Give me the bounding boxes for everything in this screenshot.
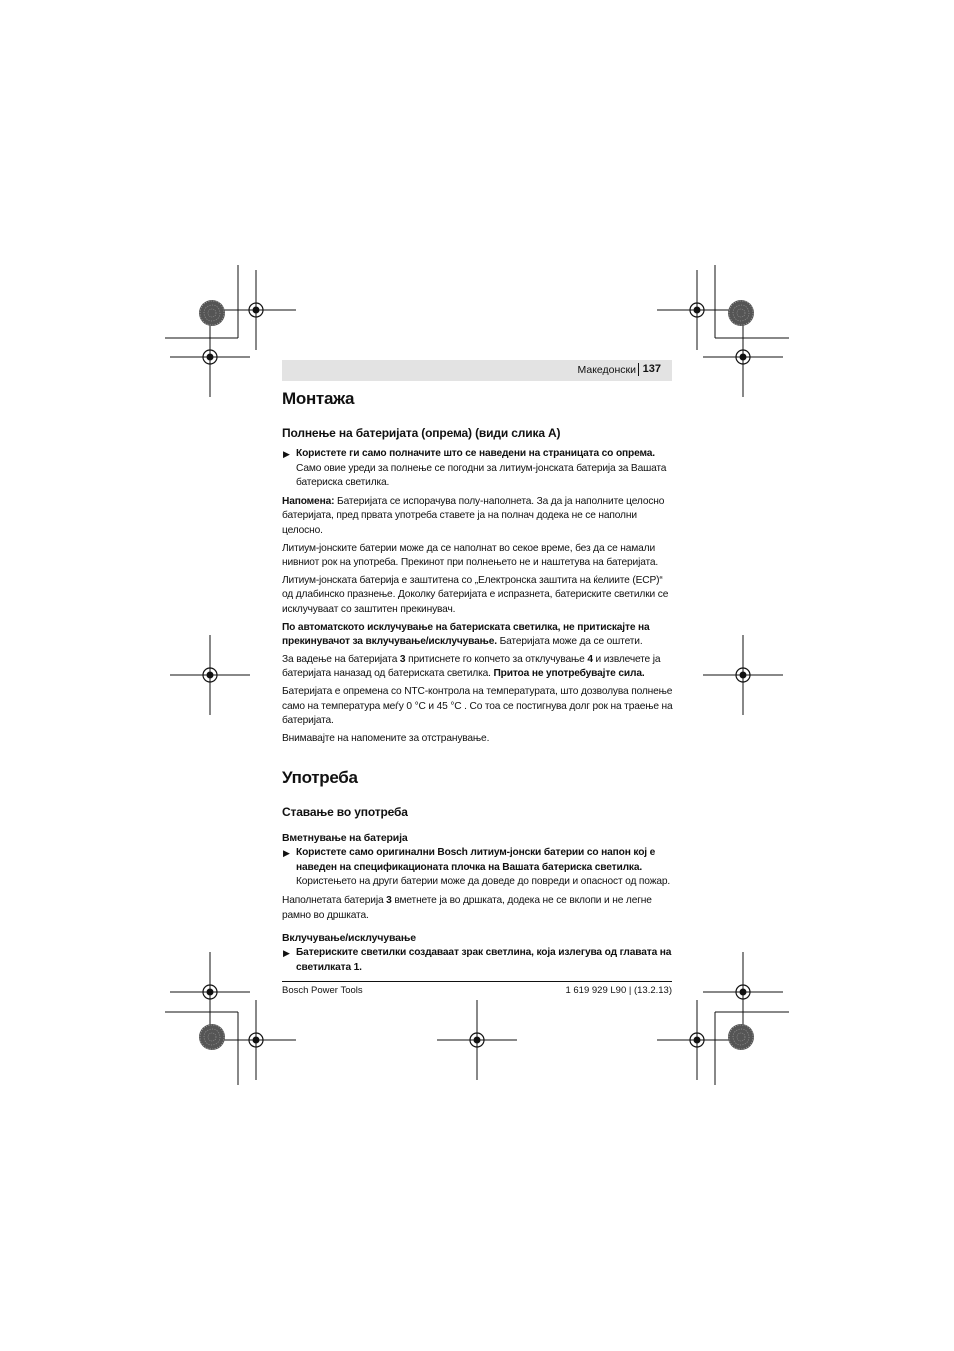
bullet-bold: Батериските светилки создаваат зрак светлина, која излегува од главата на светилката 1. (296, 947, 672, 973)
auto-off-text: Батеријата може да се оштети. (499, 636, 643, 648)
footer-brand: Bosch Power Tools (282, 985, 363, 996)
section-title-montazha: Монтажа (282, 389, 355, 408)
paragraph-ecp: Литиум-јонската батерија е заштитена со „Електронска заштита на ќелиите (ECP)“ од длабинско празнење. Доколку батеријата е испразнета, батериските светилки се исклучуваат со заштитен прекинувач. (282, 574, 669, 615)
insert-text-b: вметнете ја во дршката, додека не се вклопи и не легне рамно во дршката. (282, 895, 652, 921)
header-separator (638, 363, 639, 376)
bullet-light-beam (282, 946, 674, 975)
bullet-text: Само овие уреди за полнење се погодни за литиум-јонската батерија за Вашата батериска светилка. (296, 462, 667, 489)
paragraph-auto-off (282, 621, 674, 650)
ref-number: 4 (587, 653, 593, 665)
note-label: Напомена: (282, 495, 335, 507)
paragraph-insert (282, 894, 674, 923)
bullet-text: Користењето на други батерии може да доведе до повреди и опасност од пожар. (296, 876, 671, 888)
ref-number: 3 (399, 653, 406, 665)
footer-doc-number: 1 619 929 L90 | (13.2.13) (565, 985, 672, 996)
auto-off-bold: По автоматското исклучување на батериската светилка, не притискајте на прекинувачот за вклучување/исклучување. (282, 621, 650, 648)
ref-number: 3 (386, 895, 392, 907)
bullet-charger-warning (282, 447, 674, 491)
insert-text-a: Наполнетата батерија (282, 895, 387, 907)
bullet-original-batteries (282, 846, 674, 890)
subheading-insert-battery: Вметнување на батерија (282, 832, 408, 845)
paragraph-removal (282, 653, 674, 682)
paragraph-li-ion: Литиум-јонските батерии може да се наполнат во секое време, без да се намали нивниот рок на употреба. Прекинот при полнењето не и наштетува на батеријата. (282, 542, 659, 569)
page-number: 137 (642, 363, 661, 375)
bullet-bold: Користете ги само полначите што се наведени на страницата со опрема. (296, 448, 655, 459)
section-title-upotreba: Употреба (282, 768, 358, 788)
subsection-title-charging: Полнење на батеријата (опрема) (види слика A) (282, 426, 561, 440)
page-header (282, 360, 672, 381)
triangle-bullet-icon: ▶ (283, 948, 290, 959)
paragraph-ntc: Батеријата е опремена со NTC-контрола на температурата, што дозволува полнење само на температура меѓу 0 °C и 45 °C . Со тоа се постигнува долг рок на траење на батеријата. (282, 685, 673, 727)
removal-bold: Притоа не употребувајте сила. (493, 668, 645, 680)
subheading-on-off: Вклучување/исклучување (282, 932, 416, 945)
header-language: Македонски (577, 364, 636, 376)
removal-text-b: притиснете го копчето за отклучување (405, 653, 588, 665)
removal-text-a: За вадење на батеријата (282, 653, 400, 665)
removal-text-c: и извлечете ја батеријата наназад од батериската светилка. (282, 653, 661, 680)
footer-rule (282, 981, 672, 982)
triangle-bullet-icon: ▶ (283, 848, 290, 859)
triangle-bullet-icon: ▶ (283, 449, 290, 459)
note-text: Батеријата се испорачува полу-наполнета. За да ја наполните целосно батеријата, пред првата употреба ставете ја на полнач додека не се наполни целосно. (282, 495, 665, 536)
subsection-title-startup: Ставање во употреба (282, 805, 408, 820)
note-paragraph (282, 495, 674, 539)
page-content (282, 386, 674, 979)
paragraph-disposal: Внимавајте на напомените за отстранување. (282, 732, 490, 744)
bullet-bold: Користете само оригинални Bosch литиум-јонски батерии со напон кој е наведен на спецификационата плочка на Вашата батериска светилка. (296, 847, 656, 873)
